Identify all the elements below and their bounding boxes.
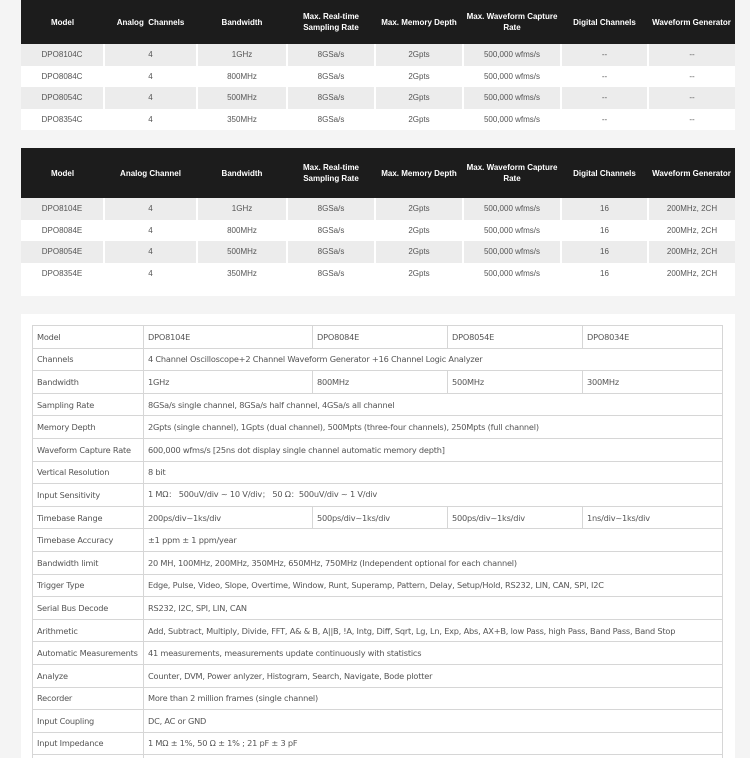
header-memory-depth: Max. Memory Depth [375,148,463,198]
cell-bandwidth: 500MHz [197,241,287,263]
header-digital-channels: Digital Channels [561,148,648,198]
cell-bandwidth: 800MHz [197,220,287,242]
spec-value: 4 Channel Oscilloscope+2 Channel Waveform Generator +16 Channel Logic Analyzer [144,348,723,371]
table-row [21,44,735,66]
cell-memory: 2Gpts [375,87,463,109]
cell-model: DPO8104E [21,198,104,220]
cell-memory: 2Gpts [375,198,463,220]
spec-value: 41 measurements, measurements update continuously with statistics [144,642,723,665]
c-series-panel [21,0,735,128]
cell-channels: 4 [104,241,197,263]
spec-row-vertical-resolution [33,461,723,484]
cell-channels: 4 [104,87,197,109]
table-row [21,66,735,88]
cell-generator: 200MHz, 2CH [648,263,735,285]
spec-detail-panel [21,314,735,758]
spec-label: Trigger Type [33,574,144,597]
cell-sampling: 8GSa/s [287,87,375,109]
spec-value: 500MHz [448,371,583,394]
spec-label: Channels [33,348,144,371]
spec-label: Bandwidth limit [33,551,144,574]
spec-label: Analyze [33,664,144,687]
cell-memory: 2Gpts [375,241,463,263]
spec-row-sampling-rate [33,393,723,416]
cell-channels: 4 [104,66,197,88]
header-memory-depth: Max. Memory Depth [375,0,463,44]
spec-detail-table [32,325,723,758]
spec-value: RS232, I2C, SPI, LIN, CAN [144,597,723,620]
cell-digital: 16 [561,198,648,220]
header-model: Model [21,0,104,44]
cell-generator: 200MHz, 2CH [648,220,735,242]
e-series-table [21,148,735,284]
table-row [21,220,735,242]
header-waveform-generator: Waveform Generator [648,0,735,44]
cell-channels: 4 [104,220,197,242]
spec-value: 1 MΩ： 500uV/div ~ 10 V/div； 50 Ω：500uV/div ~ 1 V/div [144,484,723,507]
cell-model: DPO8354E [21,263,104,285]
spec-value: Edge, Pulse, Video, Slope, Overtime, Window, Runt, Superamp, Pattern, Delay, Setup/Hold, RS232, LIN, CAN, SPI, I2C [144,574,723,597]
spec-value: 1ns/div~1ks/div [583,506,723,529]
cell-sampling: 8GSa/s [287,44,375,66]
cell-generator: -- [648,87,735,109]
spec-label: Recorder [33,687,144,710]
spec-label: Timebase Range [33,506,144,529]
spec-value: DPO8034E [583,326,723,349]
spec-label: Input Coupling [33,710,144,733]
cell-model: DPO8084C [21,66,104,88]
cell-model: DPO8084E [21,220,104,242]
cell-channels: 4 [104,263,197,285]
table-row [21,198,735,220]
spec-value: 500ps/div~1ks/div [448,506,583,529]
header-analog-channels: Analog Channels [104,0,197,44]
table-row [21,263,735,285]
spec-value: 1 MΩ ± 1%, 50 Ω ± 1% ; 21 pF ± 3 pF [144,732,723,755]
table-header-row [21,148,735,198]
spec-value: 1GHz [144,371,313,394]
cell-sampling: 8GSa/s [287,198,375,220]
cell-sampling: 8GSa/s [287,66,375,88]
spec-value: 8GSa/s single channel, 8GSa/s half channel, 4GSa/s all channel [144,393,723,416]
cell-model: DPO8104C [21,44,104,66]
cell-memory: 2Gpts [375,109,463,131]
cell-digital: -- [561,87,648,109]
cell-digital: 16 [561,263,648,285]
spec-row-channels [33,348,723,371]
cell-sampling: 8GSa/s [287,220,375,242]
spec-value: 8 bit [144,461,723,484]
spec-label: Automatic Measurements [33,642,144,665]
spec-label: Timebase Accuracy [33,529,144,552]
cell-capture: 500,000 wfms/s [463,87,561,109]
cell-capture: 500,000 wfms/s [463,109,561,131]
cell-generator: -- [648,66,735,88]
cell-channels: 4 [104,109,197,131]
spec-row-auto-measurements [33,642,723,665]
spec-row-timebase-range [33,506,723,529]
spec-row-input-coupling [33,710,723,733]
cell-model: DPO8354C [21,109,104,131]
spec-value: 800MHz [313,371,448,394]
spec-row-serial-bus-decode [33,597,723,620]
cell-bandwidth: 800MHz [197,66,287,88]
header-model: Model [21,148,104,198]
spec-row-input-sensitivity [33,484,723,507]
header-sampling-rate: Max. Real-time Sampling Rate [287,0,375,44]
header-digital-channels: Digital Channels [561,0,648,44]
table-row [21,87,735,109]
spec-row-memory-depth [33,416,723,439]
cell-channels: 4 [104,44,197,66]
spec-value: More than 2 million frames (single channel) [144,687,723,710]
cell-bandwidth: 1GHz [197,198,287,220]
header-analog-channel: Analog Channel [104,148,197,198]
spec-row-trigger-type [33,574,723,597]
cell-memory: 2Gpts [375,220,463,242]
spec-row-analyze [33,664,723,687]
spec-label: Vertical Resolution [33,461,144,484]
spec-value: DPO8104E [144,326,313,349]
cell-generator: 200MHz, 2CH [648,198,735,220]
e-series-panel [21,148,735,296]
spec-label: Waveform Capture Rate [33,438,144,461]
cell-generator: -- [648,44,735,66]
spec-row-arithmetic [33,619,723,642]
spec-value: 2Gpts (single channel), 1Gpts (dual channel), 500Mpts (three-four channels), 250Mpts (full channel) [144,416,723,439]
cell-bandwidth: 500MHz [197,87,287,109]
spec-value: ±1 ppm ± 1 ppm/year [144,529,723,552]
cell-generator: 200MHz, 2CH [648,241,735,263]
spec-label: Memory Depth [33,416,144,439]
spec-value: DC, AC or GND [144,710,723,733]
cell-sampling: 8GSa/s [287,109,375,131]
cell-capture: 500,000 wfms/s [463,241,561,263]
spec-label: Serial Bus Decode [33,597,144,620]
cell-digital: 16 [561,241,648,263]
spec-value: DPO8054E [448,326,583,349]
cell-digital: -- [561,44,648,66]
spec-row-timebase-accuracy [33,529,723,552]
cell-memory: 2Gpts [375,44,463,66]
table-row [21,109,735,131]
spec-value: 500ps/div~1ks/div [313,506,448,529]
cell-sampling: 8GSa/s [287,241,375,263]
spec-row-bandwidth-limit [33,551,723,574]
spec-row-recorder [33,687,723,710]
cell-capture: 500,000 wfms/s [463,198,561,220]
table-header-row [21,0,735,44]
cell-digital: 16 [561,220,648,242]
table-row [21,241,735,263]
cell-memory: 2Gpts [375,66,463,88]
spec-label: Bandwidth [33,371,144,394]
spec-value: Counter, DVM, Power anlyzer, Histogram, Search, Navigate, Bode plotter [144,664,723,687]
c-series-table [21,0,735,130]
spec-row-model [33,326,723,349]
header-sampling-rate: Max. Real-time Sampling Rate [287,148,375,198]
header-bandwidth: Bandwidth [197,0,287,44]
spec-row-bandwidth [33,371,723,394]
header-capture-rate: Max. Waveform Capture Rate [463,0,561,44]
cell-sampling: 8GSa/s [287,263,375,285]
cell-model: DPO8054E [21,241,104,263]
header-waveform-generator: Waveform Generator [648,148,735,198]
cell-capture: 500,000 wfms/s [463,44,561,66]
spec-label: Sampling Rate [33,393,144,416]
spec-value: 200ps/div~1ks/div [144,506,313,529]
cell-model: DPO8054C [21,87,104,109]
spec-value: 600,000 wfms/s [25ns dot display single channel automatic memory depth] [144,438,723,461]
spec-row-capture-rate [33,438,723,461]
spec-value: DPO8084E [313,326,448,349]
header-bandwidth: Bandwidth [197,148,287,198]
cell-channels: 4 [104,198,197,220]
spec-value: 20 MH, 100MHz, 200MHz, 350MHz, 650MHz, 750MHz (Independent optional for each channel) [144,551,723,574]
spec-label: Arithmetic [33,619,144,642]
spec-label: Input Impedance [33,732,144,755]
cell-capture: 500,000 wfms/s [463,263,561,285]
spec-value: 300MHz [583,371,723,394]
cell-bandwidth: 350MHz [197,263,287,285]
spec-label: Input Sensitivity [33,484,144,507]
cell-bandwidth: 1GHz [197,44,287,66]
cell-bandwidth: 350MHz [197,109,287,131]
spec-row-input-impedance [33,732,723,755]
cell-generator: -- [648,109,735,131]
cell-capture: 500,000 wfms/s [463,66,561,88]
cell-memory: 2Gpts [375,263,463,285]
header-capture-rate: Max. Waveform Capture Rate [463,148,561,198]
cell-capture: 500,000 wfms/s [463,220,561,242]
cell-digital: -- [561,109,648,131]
cell-digital: -- [561,66,648,88]
spec-value: Add, Subtract, Multiply, Divide, FFT, A& & B, A||B, !A, Intg, Diff, Sqrt, Lg, Ln, Exp, Abs, AX+B, low Pass, high Pass, Band Pass, Band Stop [144,619,723,642]
spec-label: Model [33,326,144,349]
